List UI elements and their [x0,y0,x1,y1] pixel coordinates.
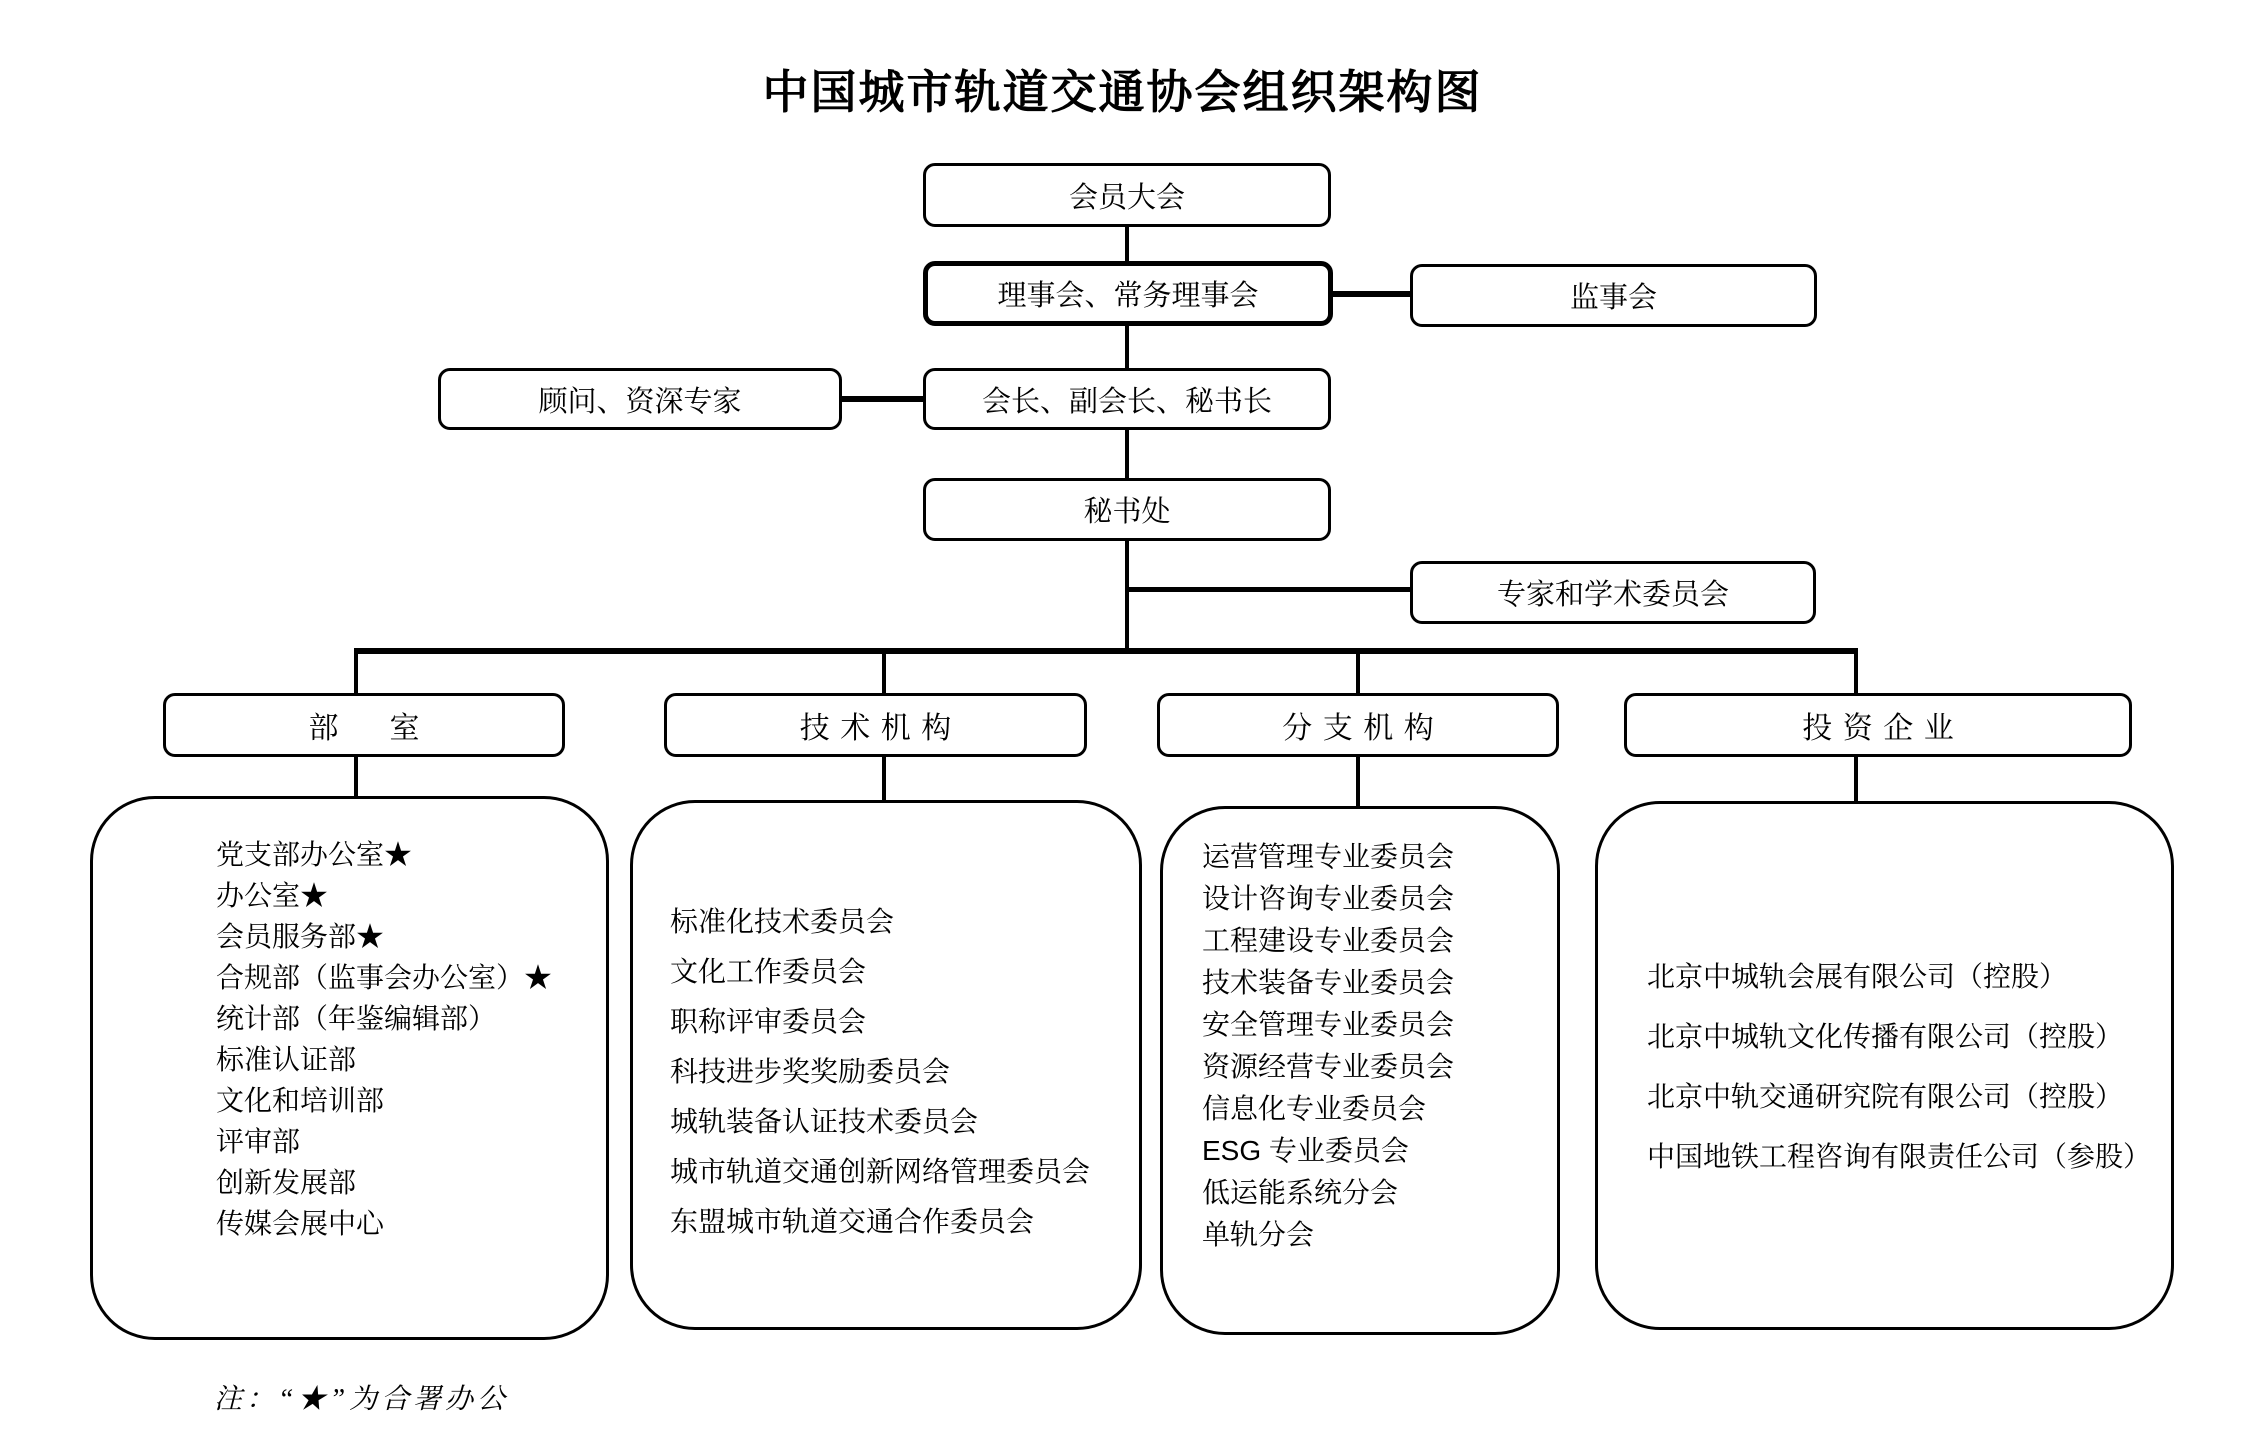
list-item: 信息化专业委员会 [1202,1093,1427,1124]
invested-companies-list-box [1595,801,2174,1330]
list-item: 北京中城轨会展有限公司（控股） [1647,961,2068,992]
category-technical-bodies: 技术机构 [664,693,1087,757]
list-item: 传媒会展中心 [216,1208,385,1239]
list-item: 城轨装备认证技术委员会 [670,1106,979,1137]
list-item: 创新发展部 [216,1167,357,1198]
connector-drop-invested [1854,651,1858,693]
list-item: 办公室★ [216,880,329,911]
list-item: 合规部（监事会办公室）★ [216,962,553,993]
category-departments: 部 室 [163,693,565,757]
page-title: 中国城市轨道交通协会组织架构图 [762,67,1483,118]
list-item: 低运能系统分会 [1202,1177,1399,1208]
list-item: 文化和培训部 [216,1085,385,1116]
node-president: 会长、副会长、秘书长 [923,368,1331,430]
list-item: 北京中城轨文化传播有限公司（控股） [1647,1021,2124,1052]
list-item: 技术装备专业委员会 [1202,967,1455,998]
list-item: 单轨分会 [1202,1219,1315,1250]
list-item: 统计部（年鉴编辑部） [216,1003,497,1034]
list-item: 会员服务部★ [216,921,385,952]
connector-president-secretariat [1125,430,1129,478]
list-item: 运营管理专业委员会 [1202,841,1455,872]
node-council: 理事会、常务理事会 [923,261,1333,326]
technical-bodies-list-box [630,800,1142,1330]
list-item: 中国地铁工程咨询有限责任公司（参股） [1647,1141,2152,1172]
node-secretariat: 秘书处 [923,478,1331,541]
list-item: 城市轨道交通创新网络管理委员会 [670,1156,1091,1187]
list-item: 文化工作委员会 [670,956,867,987]
list-item: 安全管理专业委员会 [1202,1009,1455,1040]
node-advisors: 顾问、资深专家 [438,368,842,430]
list-item: 资源经营专业委员会 [1202,1051,1455,1082]
connector-council-president [1125,326,1129,368]
connector-council-supervisory [1331,291,1410,297]
departments-list-box [90,796,609,1340]
list-item: 北京中轨交通研究院有限公司（控股） [1647,1081,2124,1112]
connector-departments-list [354,755,358,798]
list-item: 设计咨询专业委员会 [1202,883,1455,914]
connector-branches-list [1356,755,1360,808]
footnote: 注：“★”为合署办公 [214,1384,510,1415]
list-item: 职称评审委员会 [670,1006,867,1037]
category-branches: 分支机构 [1157,693,1559,757]
connector-invested-list [1854,755,1858,803]
connector-drop-departments [354,651,358,693]
list-item: 科技进步奖奖励委员会 [670,1056,951,1087]
connector-secretariat-expert [1127,587,1410,592]
connector-secretariat-trunk [1125,541,1129,651]
list-item: 评审部 [216,1126,301,1157]
category-invested-companies: 投资企业 [1624,693,2132,757]
list-item: 工程建设专业委员会 [1202,925,1455,956]
list-item: 党支部办公室★ [216,839,413,870]
list-item: 标准化技术委员会 [670,906,895,937]
connector-drop-branches [1356,651,1360,693]
node-expert-committee: 专家和学术委员会 [1410,561,1816,624]
connector-technical-list [882,755,886,802]
list-item: ESG 专业委员会 [1202,1135,1409,1166]
branches-list-box [1160,806,1560,1335]
connector-congress-council [1125,227,1129,261]
node-member-congress: 会员大会 [923,163,1331,227]
connector-distribution-bar [354,648,1858,654]
connector-advisors-president [842,396,923,402]
node-supervisory-board: 监事会 [1410,264,1817,327]
list-item: 标准认证部 [216,1044,357,1075]
list-item: 东盟城市轨道交通合作委员会 [670,1206,1035,1237]
connector-drop-technical [882,651,886,693]
